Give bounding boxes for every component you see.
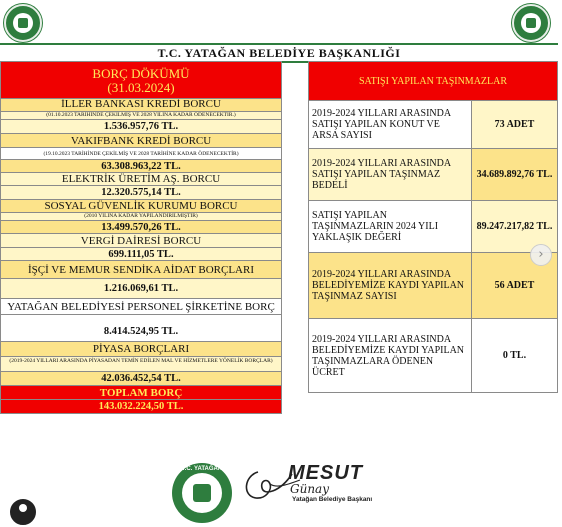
debt-label: İLLER BANKASI KREDİ BORCU xyxy=(0,99,282,112)
municipality-logo-icon-left xyxy=(4,4,42,42)
debt-amount: 42.036.452,54 TL. xyxy=(0,372,282,386)
debt-heading-date: (31.03.2024) xyxy=(107,80,175,95)
chevron-right-icon[interactable]: › xyxy=(530,244,552,266)
debt-table xyxy=(0,61,282,414)
municipality-logo-icon-footer xyxy=(172,463,232,523)
debt-total-label: TOPLAM BORÇ xyxy=(0,386,282,400)
page-title: T.C. YATAĞAN BELEDİYE BAŞKANLIĞI xyxy=(0,43,558,63)
debt-label: VAKIFBANK KREDİ BORCU xyxy=(0,134,282,148)
user-avatar-icon[interactable] xyxy=(8,497,38,527)
municipality-logo-icon-right xyxy=(512,4,550,42)
debt-label: YATAĞAN BELEDİYESİ PERSONEL ŞİRKETİNE BORÇ xyxy=(0,299,282,315)
sales-value: 0 TL. xyxy=(472,319,558,393)
debt-amount: 1.216.069,61 TL. xyxy=(0,279,282,299)
signature-title: Yatağan Belediye Başkanı xyxy=(292,496,373,503)
signature-name: MESUT xyxy=(288,462,363,484)
debt-note-text: (2019-2024 YILLARI ARASINDA PİYASADAN TEMİN EDİLEN MAL VE HİZMETLERE YÖNELİK BORÇLAR) xyxy=(9,358,273,364)
debt-label: VERGİ DAİRESİ BORCU xyxy=(0,234,282,248)
sales-label: SATIŞI YAPILAN TAŞINMAZLARIN 2024 YILI YAKLAŞIK DEĞERİ xyxy=(309,201,472,253)
debt-label: ELEKTRİK ÜRETİM AŞ. BORCU xyxy=(0,173,282,186)
sales-label: 2019-2024 YILLARI ARASINDA SATIŞI YAPILAN KONUT VE ARSA SAYISI xyxy=(309,101,472,149)
debt-amount: 8.414.524,95 TL. xyxy=(0,315,282,342)
sales-value: 89.247.217,82 TL. xyxy=(472,201,558,253)
debt-note xyxy=(0,357,282,372)
sales-value: 56 ADET xyxy=(472,253,558,319)
debt-amount: 12.320.575,14 TL. xyxy=(0,186,282,200)
footer-logo-text: T.C. YATAĞAN xyxy=(181,466,223,472)
debt-label: PİYASA BORÇLARI xyxy=(0,342,282,357)
sales-label: 2019-2024 YILLARI ARASINDA BELEDİYEMİZE KAYDI YAPILAN TAŞINMAZLARA ÖDENEN ÜCRET xyxy=(309,319,472,393)
debt-total-amount: 143.032.224,50 TL. xyxy=(0,400,282,414)
debt-label: SOSYAL GÜVENLİK KURUMU BORCU xyxy=(0,200,282,213)
debt-amount: 13.499.570,26 TL. xyxy=(0,221,282,234)
sales-value: 34.689.892,76 TL. xyxy=(472,149,558,201)
debt-note: (19.10.2023 TARİHİNDE ÇEKİLMİŞ VE 2028 TARİHİNE KADAR ÖDENECEKTİR) xyxy=(0,148,282,160)
debt-amount: 63.308.963,22 TL. xyxy=(0,160,282,173)
sales-heading: SATIŞI YAPILAN TAŞINMAZLAR xyxy=(309,62,558,101)
mayor-signature xyxy=(240,462,390,510)
debt-amount: 699.111,05 TL. xyxy=(0,248,282,261)
signature-script: Günay xyxy=(290,482,329,496)
sales-value: 73 ADET xyxy=(472,101,558,149)
sales-table xyxy=(308,61,558,393)
debt-heading-title: BORÇ DÖKÜMÜ xyxy=(92,66,190,81)
debt-amount: 1.536.957,76 TL. xyxy=(0,120,282,134)
debt-label: İŞÇİ VE MEMUR SENDİKA AİDAT BORÇLARI xyxy=(0,261,282,279)
sales-label: 2019-2024 YILLARI ARASINDA BELEDİYEMİZE KAYDI YAPILAN TAŞINMAZ SAYISI xyxy=(309,253,472,319)
debt-note: (2010 YILINA KADAR YAPILANDIRILMIŞTIR) xyxy=(0,213,282,221)
debt-note: (01.10.2023 TARİHİNDE ÇEKİLMİŞ VE 2028 YILINA KADAR ÖDENECEKTİR.) xyxy=(0,112,282,120)
sales-label: 2019-2024 YILLARI ARASINDA SATIŞI YAPILAN TAŞINMAZ BEDELİ xyxy=(309,149,472,201)
debt-heading xyxy=(0,61,282,99)
